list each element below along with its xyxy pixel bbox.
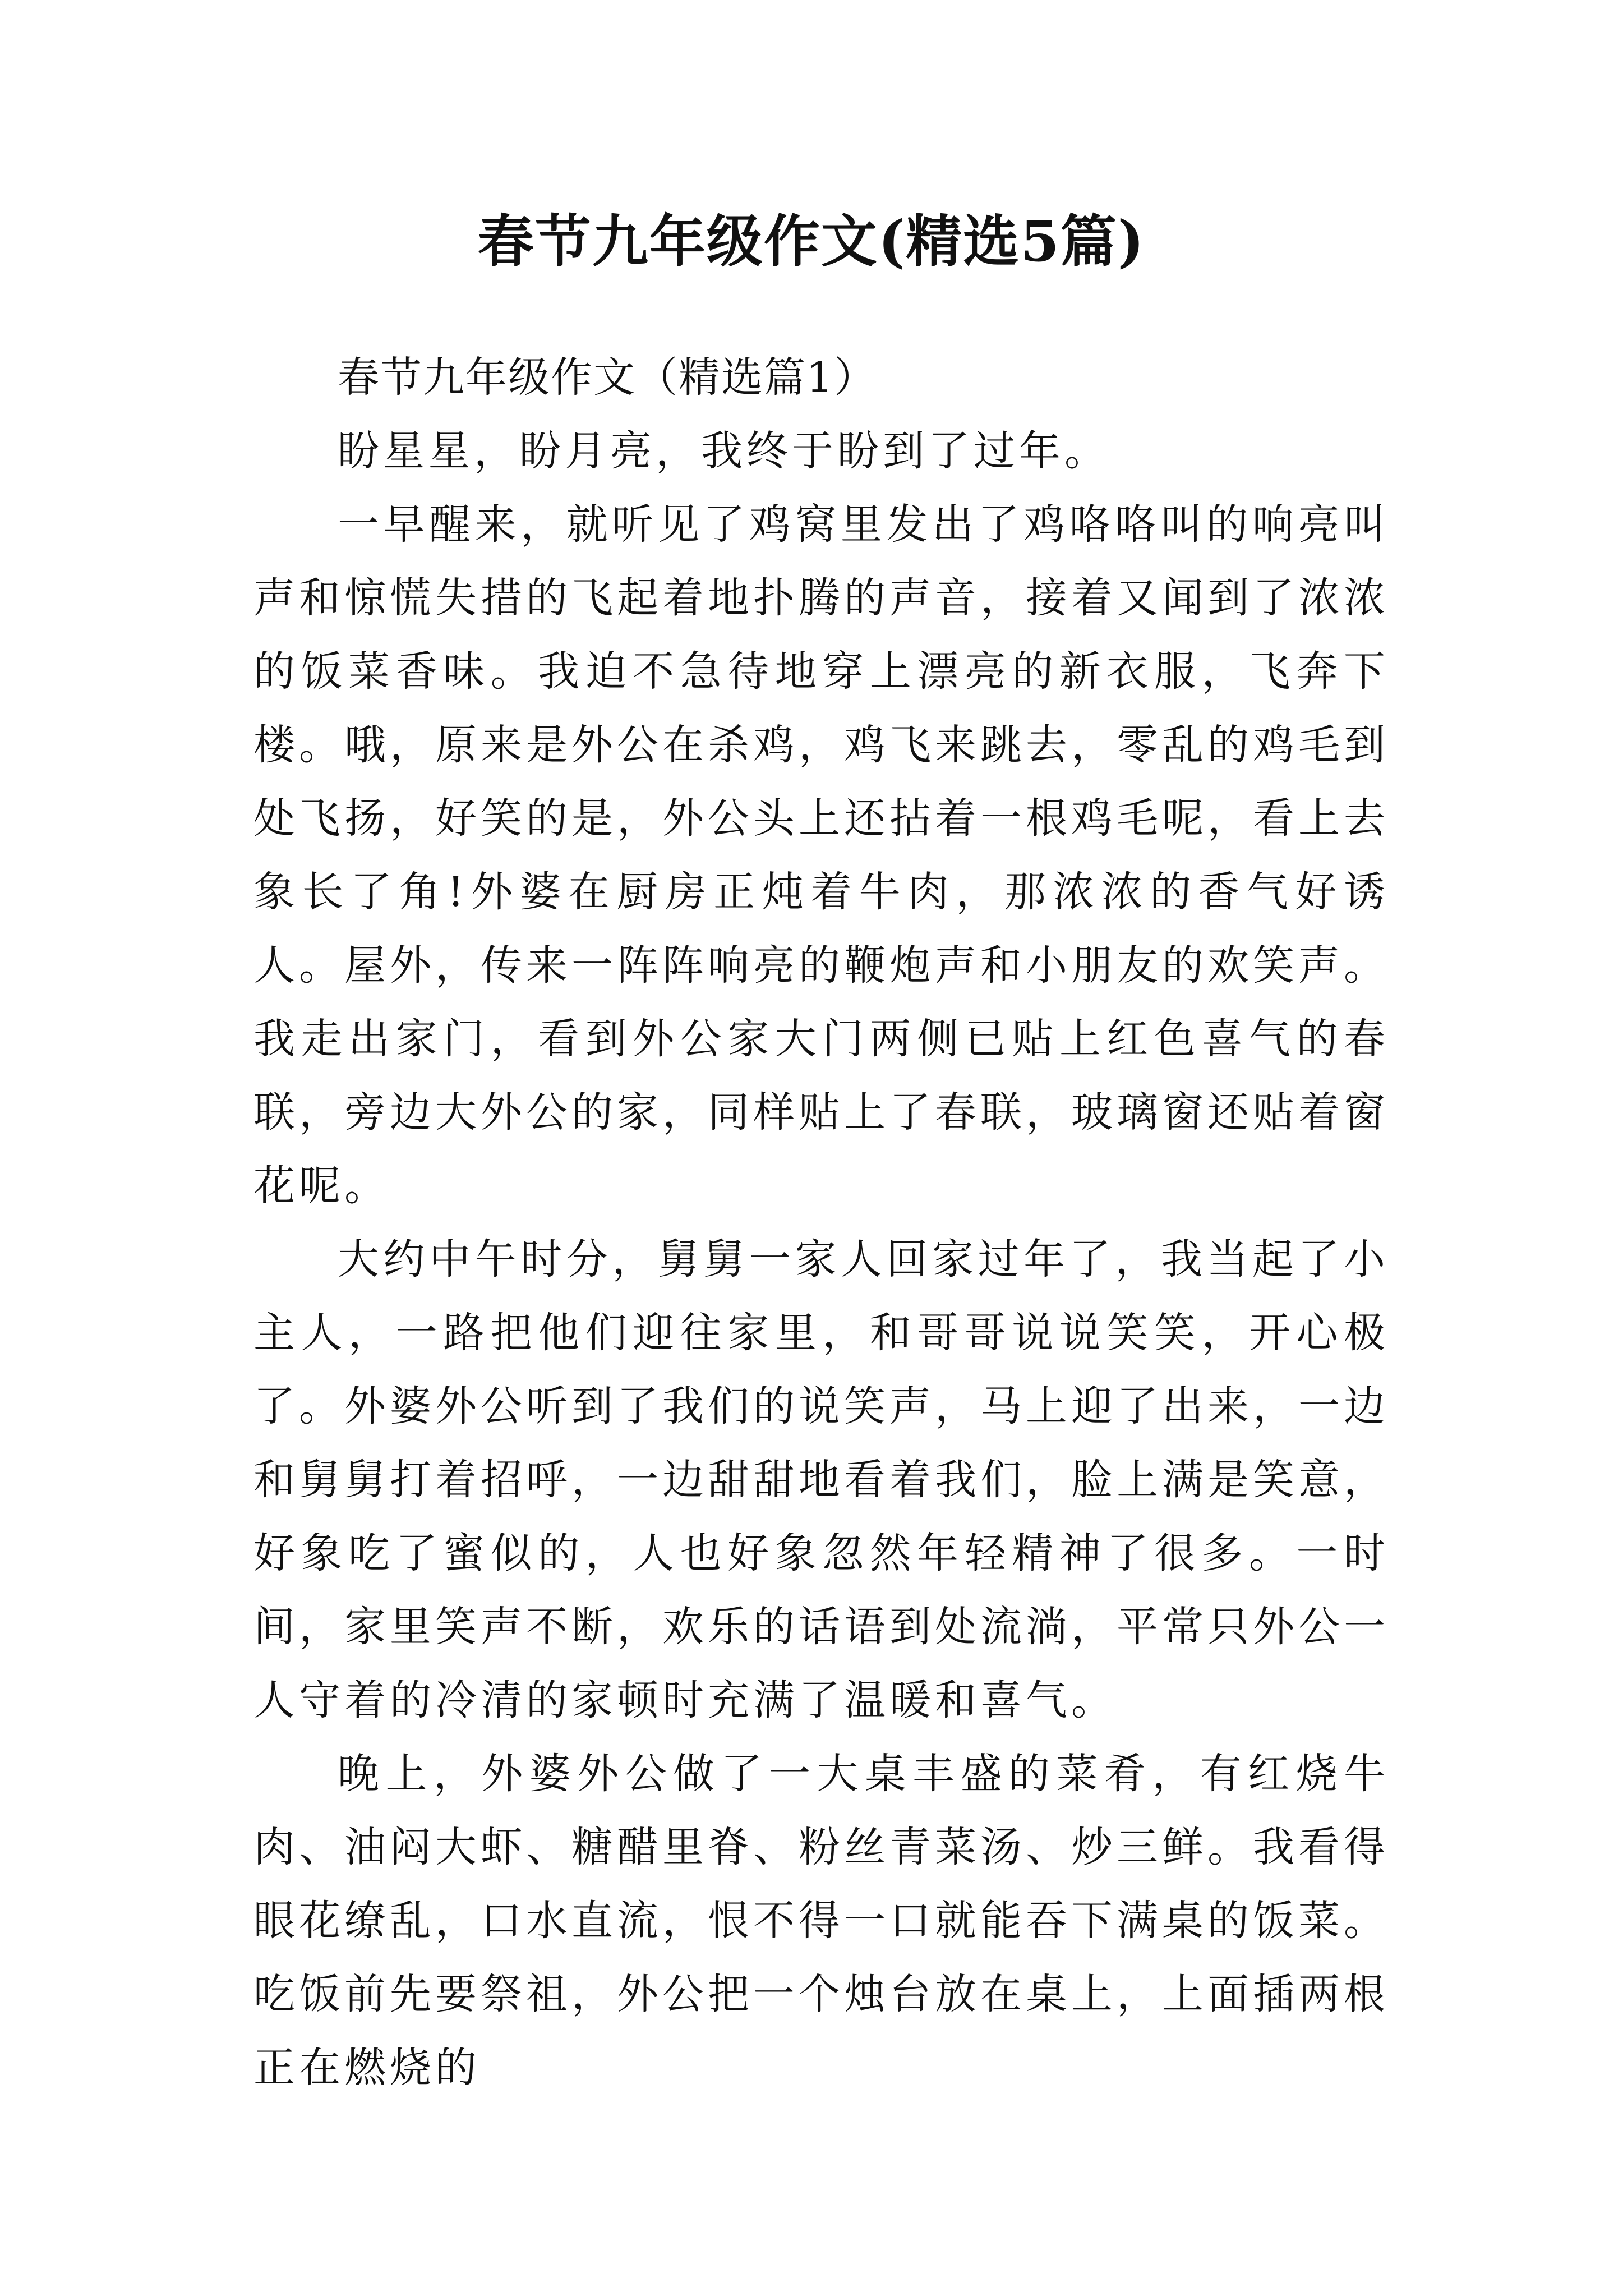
paragraph: 大约中午时分，舅舅一家人回家过年了，我当起了小主人，一路把他们迎往家里，和哥哥说说笑笑，开心极了。外婆外公听到了我们的说笑声，马上迎了出来，一边和舅舅打着招呼，一边甜甜地看着我们，脸上满是笑意，好象吃了蜜似的，人也好象忽然年轻精神了很多。一时间，家里笑声不断，欢乐的话语到处流淌，平常只外公一人守着的冷清的家顿时充满了温暖和喜气。 bbox=[253, 1235, 1389, 1724]
document-body bbox=[253, 341, 1389, 2105]
section-heading: 春节九年级作文（精选篇1） bbox=[338, 353, 877, 402]
paragraph: 盼星星，盼月亮，我终于盼到了过年。 bbox=[338, 427, 1110, 475]
paragraph: 一早醒来，就听见了鸡窝里发出了鸡咯咯叫的响亮叫声和惊慌失措的飞起着地扑腾的声音，接着又闻到了浓浓的饭菜香味。我迫不急待地穿上漂亮的新衣服，飞奔下楼。哦，原来是外公在杀鸡，鸡飞来跳去，零乱的鸡毛到处飞扬，好笑的是，外公头上还拈着一根鸡毛呢，看上去象长了角!外婆在厨房正炖着牛肉，那浓浓的香气好诱人。屋外，传来一阵阵响亮的鞭炮声和小朋友的欢笑声。我走出家门，看到外公家大门两侧已贴上红色喜气的春联，旁边大外公的家，同样贴上了春联，玻璃窗还贴着窗花呢。 bbox=[253, 500, 1389, 1210]
document-title: 春节九年级作文(精选5篇) bbox=[477, 208, 1146, 274]
paragraph: 晚上，外婆外公做了一大桌丰盛的菜肴，有红烧牛肉、油闷大虾、糖醋里脊、粉丝青菜汤、炒三鲜。我看得眼花缭乱，口水直流，恨不得一口就能吞下满桌的饭菜。吃饭前先要祭祖，外公把一个烛台放在桌上，上面插两根正在燃烧的 bbox=[253, 1750, 1389, 2092]
